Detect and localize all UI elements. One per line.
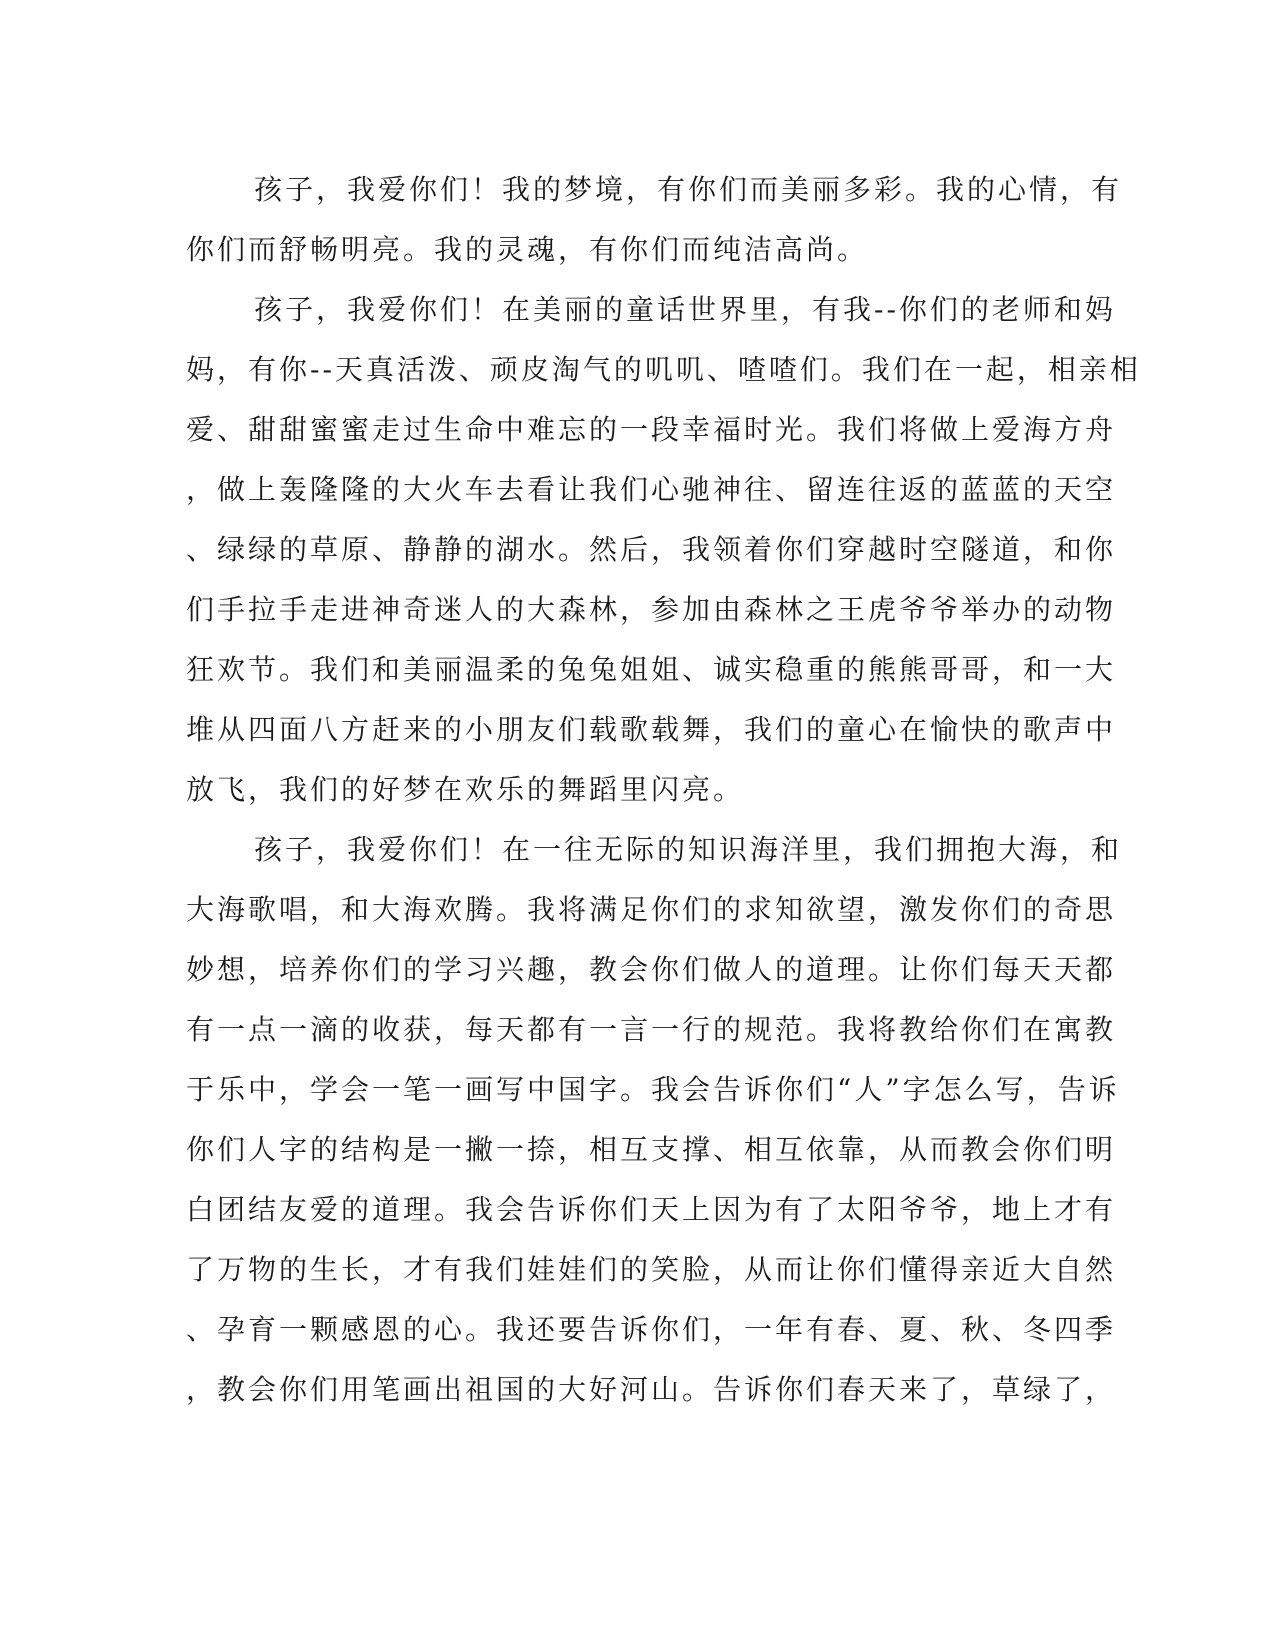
text-line: 们手拉手走进神奇迷人的大森林，参加由森林之王虎爷爷举办的动物 [186, 593, 1117, 626]
text-line: 有一点一滴的收获，每天都有一言一行的规范。我将教给你们在寓教 [186, 1013, 1117, 1046]
text-line: 于乐中，学会一笔一画写中国字。我会告诉你们“人”字怎么写，告诉 [186, 1073, 1120, 1106]
paragraph-2 [186, 280, 1141, 820]
text-line: 放飞，我们的好梦在欢乐的舞蹈里闪亮。 [186, 773, 745, 806]
paragraph-1 [186, 160, 1123, 280]
text-line: ，做上轰隆隆的大火车去看让我们心驰神往、留连往返的蓝蓝的天空 [186, 473, 1117, 506]
text-line: 孩子，我爱你们！我的梦境，有你们而美丽多彩。我的心情，有 [254, 173, 1123, 206]
text-line: ，教会你们用笔画出祖国的大好河山。告诉你们春天来了，草绿了， [186, 1373, 1117, 1406]
text-line: 、绿绿的草原、静静的湖水。然后，我领着你们穿越时空隧道，和你 [186, 533, 1117, 566]
text-line: 孩子，我爱你们！在美丽的童话世界里，有我--你们的老师和妈 [254, 293, 1116, 326]
text-line: 孩子，我爱你们！在一往无际的知识海洋里，我们拥抱大海，和 [254, 833, 1123, 866]
paragraph-3 [186, 820, 1123, 1420]
text-line: 爱、甜甜蜜蜜走过生命中难忘的一段幸福时光。我们将做上爱海方舟 [186, 413, 1117, 446]
text-line: 你们而舒畅明亮。我的灵魂，有你们而纯洁高尚。 [186, 233, 869, 266]
text-line: 狂欢节。我们和美丽温柔的兔兔姐姐、诚实稳重的熊熊哥哥，和一大 [186, 653, 1117, 686]
text-line: 了万物的生长，才有我们娃娃们的笑脸，从而让你们懂得亲近大自然 [186, 1253, 1117, 1286]
text-line: 你们人字的结构是一撇一捺，相互支撑、相互依靠，从而教会你们明 [186, 1133, 1117, 1166]
text-line: 堆从四面八方赶来的小朋友们载歌载舞，我们的童心在愉快的歌声中 [186, 713, 1117, 746]
text-line: 白团结友爱的道理。我会告诉你们天上因为有了太阳爷爷，地上才有 [186, 1193, 1117, 1226]
text-line: 、孕育一颗感恩的心。我还要告诉你们，一年有春、夏、秋、冬四季 [186, 1313, 1117, 1346]
text-line: 大海歌唱，和大海欢腾。我将满足你们的求知欲望，激发你们的奇思 [186, 893, 1117, 926]
text-line: 妈，有你--天真活泼、顽皮淘气的叽叽、喳喳们。我们在一起，相亲相 [186, 353, 1141, 386]
text-line: 妙想，培养你们的学习兴趣，教会你们做人的道理。让你们每天天都 [186, 953, 1117, 986]
document-body [186, 160, 1141, 1420]
